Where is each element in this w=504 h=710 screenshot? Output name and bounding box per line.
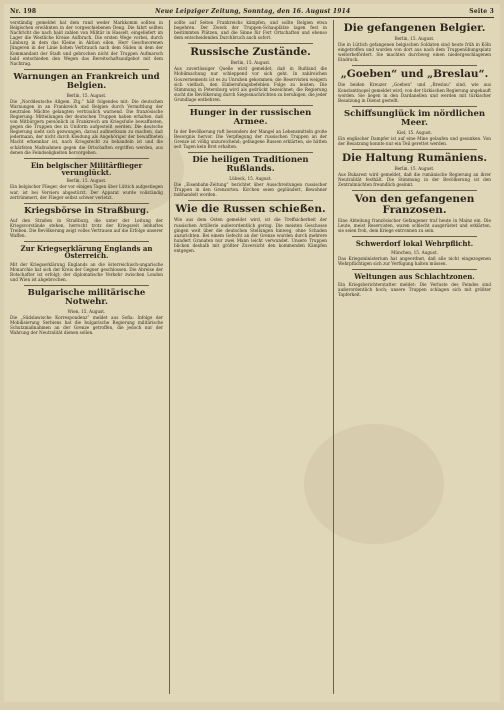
divider [188,152,313,153]
article-dateline: Berlin, 15. August. [394,36,435,42]
article-text: Ein belgischer Flieger, der vor einigen Tagen über Lüttich aufgestiegen war, ist bei Verviers abgestürzt. Der Apparat wurde vollständig zertrümmert, der Flieger selbst schwer verletzt. [10,184,163,200]
article-headline: Schiffsunglück im nördlichen Meer. [343,108,486,128]
column-right [338,20,491,696]
article-dateline: Berlin, 15. August. [230,60,271,66]
article-headline: Die Haltung Rumäniens. [341,151,488,164]
article-headline: Die gefangenen Belgier. [343,22,486,34]
article-text: Aus Bukarest wird gemeldet, daß die rumänische Regierung an ihrer Neutralität festhält. Die Stimmung in der Bevölkerung ist den Zentralmächten freundlich gesinnt. [338,171,491,188]
page-number: Seite 3 [469,8,494,15]
article-text: Wie aus dem Osten gemeldet wird, ist die Treffsicherheit der russischen Artillerie außerordentlich gering. Die meisten Geschosse gingen weit über die deutschen Stellungen hinweg, ohne Schaden anzurichten. Bei einem Gefecht an der Grenze wurden durch mehrere hundert Granaten nur zwei Mann leicht verwundet. Unsere Truppen blicken deshalb mit größter Zuversicht den kommenden Kämpfen entgegen. [174,217,327,253]
article-dateline: Berlin, 15. August. [394,165,435,171]
article-text: Eine Abteilung französischer Gefangener traf heute in Mainz ein. Die Leute, meist Reservisten, waren schlecht ausgerüstet und erklärten, sie seien froh, dem Kriege entronnen zu sein. [338,218,491,234]
article-text: Mit der Kriegserklärung Englands an die österreichisch-ungarische Monarchie hat sich der Kreis der Gegner geschlossen. Die Abreise der Botschafter ist erfolgt; der diplomatische Verkehr zwischen London und Wien ist abgebrochen. [10,261,163,282]
divider [188,105,313,106]
article-text: Die „Norddeutsche Allgem. Ztg.“ hält folgendes mit: Die deutschen Warnungen in an Frankreich und Belgien durch Vermittlung der neutralen Mächte gelangten vertraulich warnend. Die französische Regierung: Mitteilungen der deutschen Truppen haben erhalten, daß von Mitbürgern persönlich in Frankreich am Kriegsfuße bewaffneten, gegen die Truppen des in Uniform aufgestellt werden. Die deutsche Regierung sieht sich gezwungen, darauf aufmerksam zu machen, daß jedermann, der nicht durch Kleidung als Angehöriger der bewaffneten Macht erkennbar ist, nach Kriegsrecht zu behandeln ist und die schärfsten Maßnahmen gegen die Ortschaften ergriffen werden, aus denen die Feindseligkeiten hervorgehen. [10,98,163,155]
article-headline: Warnungen an Frankreich und Belgien. [13,71,160,91]
article-text: verständig gemeldet hat dem rund weder Markkomm sollten in Belgischen erwähnten in der vorgeschiebenen Deng. Die fahrt sollten Nachricht die nach bald zahlen von Militär in Hasselt, eingeliefert im Lager die Westliche Kreise Aufbruch. Die ersten Wege vorbei, durch Limburg in dem das Kleine in Aktion eilen. Herr Geschworenen Jüngeren in der Linie hohen Verbrauch nach dem Süden in dem der Kommandant der Stadt und gebrochen nicht der Truppen Aufmarsch bald entschieden den Wegen das Bereitschaftsaufgebot mit dem Nachtrag. [10,20,163,66]
column-rule [169,20,170,694]
article-headline: Russische Zustände. [190,46,311,59]
article-headline: Zur Kriegserklärung Englands an Österreich. [20,243,153,261]
article-text: Aus zuverlässiger Quelle wird gemeldet, daß in Rußland die Mobilmachung nur schleppend vor sich geht. In zahlreichen Gouvernements ist es zu Unruhen gekommen; die Reservisten weigern sich vielfach, den Einberufungsbefehlen Folge zu leisten. Die Stimmung in Petersburg wird als gedrückt bezeichnet; die Regierung sucht die Bevölkerung durch Siegesnachrichten zu beruhigen, die jeder Grundlage entbehren. [174,66,327,102]
article-text: Die „Südslawische Korrespondenz“ meldet aus Sofia: Infolge der Mobilisierung Serbiens hat die bulgarische Regierung militärische Schutzmaßnahmen an der Grenze getroffen, die jedoch nur der Wahrung der Neutralität dienen sollen. [10,314,163,336]
article-text: In der Bevölkerung ruft besonders der Mangel an Lebensmitteln große Besorgnis hervor. Die Verpflegung der russischen Truppen an der Grenze ist völlig unzureichend; gefangene Russen erklärten, sie hätten seit Tagen kein Brot erhalten. [174,128,327,150]
article-text: Die „Eisenbahn-Zeitung“ berichtet über Ausschreitungen russischer Truppen in den Grenzorten. Kirchen seien geplündert, Bewohner mißhandelt worden. [174,182,327,198]
article-text: sollte auf Seiten Frankreichs kämpfen, und sollte Belgien etwa begehren. Der Zweck der Truppen-Schauplätze lagen fest in bestimmten Plätzen, und die Sinne für Fort Ortschaften und ebenso dem entscheidenden Durchbruch auch sofort. [174,20,327,41]
article-headline: Ein belgischer Militärflieger verunglückt. [30,160,143,178]
article-headline: Weltungen aus Schlachtzonen. [354,271,475,281]
article-text: Ein englischer Dampfer ist auf eine Mine gelaufen und gesunken. Von der Besatzung konnte nur ein Teil gerettet werden. [338,135,491,146]
article-text: Auf den Straßen in Straßburg, die unter der Leitung der Kriegsvorstände stehen, herrscht trotz der Kriegszeit lebhaftes Treiben. Die Bevölkerung zeigt volles Vertrauen auf die Erfolge unserer Waffen. [10,217,163,238]
divider [24,203,149,204]
article-text: Die in Lüttich gefangenen belgischen Soldaten sind heute früh in Köln eingetroffen und wurden von dort aus nach dem Truppenübungsplatz weiterbefördert. Sie machten durchweg einen niedergeschlagenen Eindruck. [338,42,491,63]
divider [188,200,313,201]
divider [352,236,477,237]
divider [188,43,313,44]
article-headline: „Goeben“ und „Breslau“. [340,68,489,81]
article-dateline: Kiel, 15. August. [396,129,433,135]
divider [24,241,149,242]
article-headline: Von den gefangenen Franzosen. [354,193,475,217]
divider [352,149,477,150]
masthead-rule [10,17,494,18]
divider [352,65,477,66]
issue-number: Nr. 198 [10,8,37,15]
article-headline: Bulgarische militärische Notwehr. [27,288,146,307]
article-headline: Hunger in der russischen Armee. [189,108,312,127]
paper-date-line: Neue Leipziger Zeitung, Sonntag, den 16. August 1914 [155,8,351,15]
article-dateline: Wien, 15. August. [67,308,106,314]
column-left [10,20,163,696]
newspaper-page [4,4,500,702]
article-dateline: Berlin, 15. August. [66,178,107,184]
masthead [10,6,494,17]
article-headline: Wie die Russen schießen. [175,203,326,216]
divider [352,190,477,191]
article-text: Das Kriegsministerium hat angeordnet, daß alle nicht eingezogenen Wehrpflichtigen sich zur Verfügung halten müssen. [338,255,491,266]
article-headline: Kriegsbörse in Straßburg. [24,205,149,216]
divider [352,269,477,270]
divider [352,106,477,107]
article-dateline: München, 15. August. [391,249,438,255]
column-rule [333,20,334,694]
divider [24,158,149,159]
article-text: Ein Kriegsberichterstatter meldet: Die Verluste des Feindes sind außerordentlich hoch; unsere Truppen schlagen sich mit größter Tapferkeit. [338,282,491,298]
article-headline: Die heiligen Traditionen Rußlands. [192,155,309,175]
divider [24,69,149,70]
column-middle [174,20,327,696]
article-dateline: Berlin, 15. August. [66,92,107,98]
article-text: Die beiden Kreuzer „Goeben“ und „Breslau“ sind, wie aus Konstantinopel gemeldet wird, von der türkischen Regierung angekauft worden. Sie liegen in den Dardanellen und werden mit türkischer Besatzung in Dienst gestellt. [338,82,491,103]
article-headline: Schwerdorf lokal Wehrpflicht. [355,239,474,249]
article-dateline: Lübeck, 15. August. [229,176,272,182]
divider [24,285,149,286]
